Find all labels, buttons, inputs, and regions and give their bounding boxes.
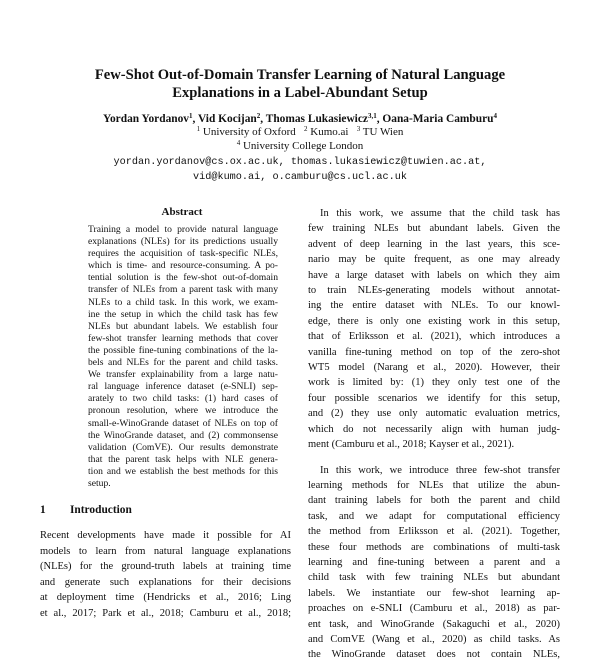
text-line: In this work, we introduce three few-shot transfer	[320, 464, 560, 476]
text-line: labels. We instantiate our few-shot learning ap-	[308, 587, 560, 599]
text-line: arately to two child tasks: (1) hard cases of	[88, 393, 278, 405]
right-paragraph	[308, 206, 560, 453]
text-line: that the parent task helps with NLE genera-	[88, 453, 278, 465]
text-line: pronoun resolution, where we introduce the	[88, 405, 278, 417]
section-title: Introduction	[70, 504, 132, 516]
text-line: the WinoGrande dataset does not contain NLEs,	[308, 649, 560, 661]
section-heading	[40, 504, 132, 516]
author-affiliation-mark: 2	[256, 112, 261, 120]
author-affiliation-mark: 4	[493, 112, 497, 120]
affiliation-name: University College London	[242, 140, 364, 152]
text-line: work is limited by: (1) they only test one of the	[308, 377, 560, 389]
email-line: yordan.yordanov@cs.ox.ac.uk, thomas.lukasiewicz@tuwien.ac.at,	[113, 157, 487, 168]
right-column-text	[308, 206, 560, 663]
right-paragraph	[308, 463, 560, 663]
author-name: Thomas Lukasiewicz	[265, 113, 368, 125]
text-line: ine the setup in which the child task has few	[88, 308, 278, 320]
text-line: at deployment time (Hendricks et al., 2016; Ling	[40, 592, 291, 603]
text-line: tential solution is the few-shot out-of-domain	[88, 272, 278, 284]
text-line: ment (Camburu et al., 2018; Kayser et al., 2021).	[308, 439, 515, 451]
text-line: edge, there is only one existing work in this setup,	[308, 315, 560, 327]
text-line: We transfer explainability from a large natu-	[88, 369, 278, 381]
text-line: four possible scenarios we identify for this setup,	[308, 392, 560, 404]
text-line: NLEs to a child task. In this work, we exam-	[88, 296, 278, 308]
paper-title	[40, 66, 560, 102]
text-line: WT5 model (Narang et al., 2020). However, their	[308, 362, 560, 374]
author-name: Yordan Yordanov	[103, 113, 189, 125]
text-line: which is time- and resource-consuming. A po-	[88, 260, 278, 272]
author-name: Vid Kocijan	[198, 113, 257, 125]
author-affiliation-mark: 3,1	[367, 112, 377, 120]
text-line: (NLEs) for the ground-truth labels at training time	[40, 561, 291, 572]
text-line: the possible fine-tuning combinations of the la-	[88, 344, 278, 356]
text-line: these four methods are combinations of multi-task	[308, 541, 560, 553]
text-line: small-e-WinoGrande dataset of NLEs on top of	[88, 417, 278, 429]
text-line: NLEs but abundant labels. We establish four	[88, 320, 278, 332]
text-line: requires the acquisition of task-specific NLEs,	[88, 248, 278, 260]
text-line: the WinoGrande dataset, and (2) commonsense	[88, 429, 278, 441]
text-line: vanilla fine-tuning method on top of the zero-shot	[308, 346, 560, 358]
text-line: to train NLEs-generating models without annotat-	[308, 285, 560, 297]
text-line: setup.	[88, 477, 111, 489]
text-line: learning methods for NLEs that utilize the abun-	[308, 479, 560, 491]
section-number: 1	[40, 504, 46, 516]
text-line: validation (ComVE). Our results demonstrate	[88, 441, 278, 453]
abstract-body	[88, 224, 278, 490]
affiliation-line	[40, 140, 560, 153]
affiliation-mark: 1	[196, 125, 201, 133]
email-line: vid@kumo.ai, o.camburu@cs.ucl.ac.uk	[193, 172, 407, 183]
text-line: tion and we establish the best methods for this	[88, 465, 278, 477]
text-line: proaches on e-SNLI (Camburu et al., 2018) as par-	[308, 603, 560, 615]
text-line: ing the entire dataset with NLEs. To our knowl-	[308, 300, 560, 312]
affiliation-mark: 2	[304, 125, 308, 133]
text-line: learning and fine-tuning between a parent and a	[308, 556, 560, 568]
text-line: transfer of NLEs from a parent task with many	[88, 284, 278, 296]
text-line: few-shot transfer learning methods that cover	[88, 332, 278, 344]
text-line: ent task, and WinoGrande (Sakaguchi et al., 2020)	[308, 618, 560, 630]
text-line: which do not necessarily align with human judg-	[308, 423, 560, 435]
affiliation-name: TU Wien	[362, 126, 404, 138]
affiliation-mark: 3	[356, 125, 361, 133]
text-line: Training a model to provide natural language	[88, 224, 278, 235]
text-line: few training NLEs but abundant labels. Given the	[308, 223, 560, 235]
title-line: Explanations in a Label-Abundant Setup	[172, 85, 428, 101]
text-line: In this work, we assume that the child task has	[320, 208, 560, 219]
text-line: dant training labels for both the parent and child	[308, 495, 560, 507]
affiliation-line	[40, 126, 560, 139]
text-line: the method from Erliksson et al. (2021). Together,	[308, 526, 560, 538]
title-line: Few-Shot Out-of-Domain Transfer Learning of Natural Language	[94, 67, 506, 83]
text-line: explanations (NLEs) for its predictions usually	[88, 236, 278, 248]
text-line: that of Erliksson et al. (2021), which introduces a	[308, 331, 560, 343]
text-line: models to learn from natural language explanations	[40, 545, 291, 557]
abstract-heading: Abstract	[161, 206, 203, 218]
text-line: bels and NLEs for the parent and child tasks.	[88, 357, 278, 369]
author-emails	[40, 155, 560, 185]
text-line: and ComVE (Wang et al., 2020) as child tasks. As	[308, 633, 560, 645]
text-line: et al., 2017; Park et al., 2018; Camburu et al., 2018;	[40, 607, 291, 619]
author-affiliation-mark: 1	[189, 112, 193, 120]
text-line: task, and we adapt for computational efficiency	[308, 510, 560, 522]
text-line: and (2) they use only automatic evaluation metrics,	[308, 408, 560, 420]
affiliation-name: University of Oxford	[202, 126, 296, 138]
text-line: advent of deep learning in the last years, this sce-	[308, 238, 560, 250]
text-line: ral language inference dataset (e-SNLI) sep-	[88, 381, 278, 393]
text-line: Recent developments have made it possible for AI	[40, 530, 291, 541]
affiliation-name: Kumo.ai	[310, 126, 349, 138]
text-line: nario may be quite frequent, as one may already	[308, 254, 560, 266]
author-name: Oana-Maria Camburu	[382, 113, 494, 125]
affiliation-mark: 4	[236, 139, 241, 147]
text-line: child task with few training NLEs but abundant	[308, 572, 560, 584]
author-list: Yordan Yordanov$^1$, Vid Kocijan$^2$, Thomas Lukasiewicz$^{3,1}$, Oana-Maria Camburu$^4$	[103, 112, 497, 125]
introduction-text	[40, 528, 291, 621]
text-line: and generate such explanations for their decisions	[40, 576, 291, 588]
text-line: have a large dataset with labels on which they aim	[308, 269, 560, 281]
